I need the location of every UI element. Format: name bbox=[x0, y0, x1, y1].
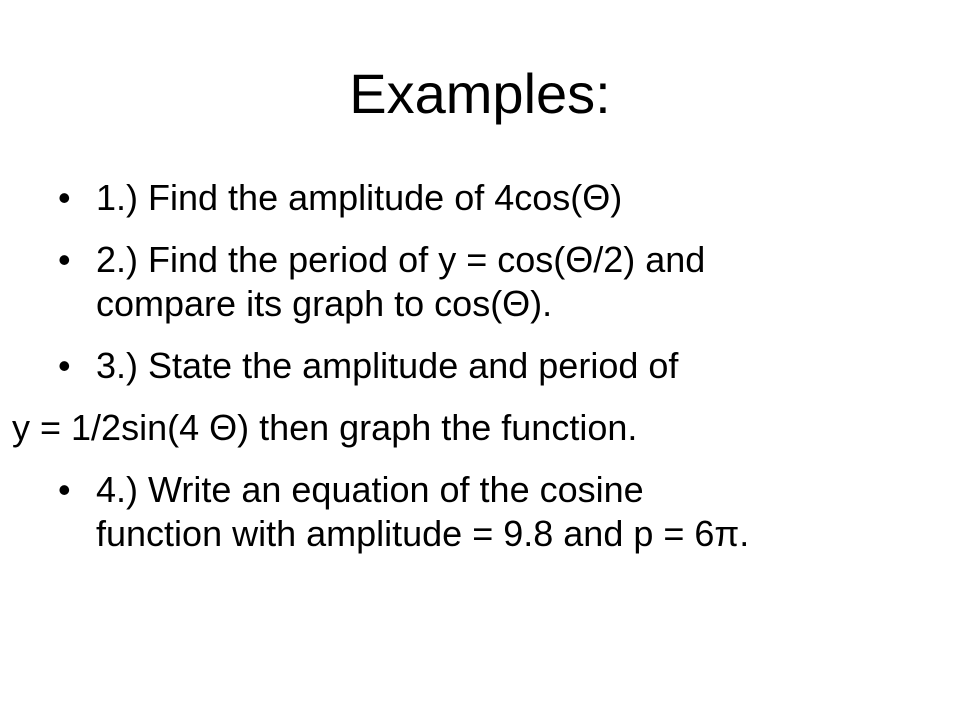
bullet-icon: • bbox=[58, 469, 71, 510]
example-item-4 bbox=[58, 468, 918, 556]
slide-title: Examples: bbox=[349, 62, 611, 125]
bullet-icon: • bbox=[58, 345, 71, 386]
example-line: compare its graph to cos(Θ). bbox=[96, 283, 553, 324]
example-line: 4.) Write an equation of the cosine bbox=[96, 469, 644, 510]
example-item-1 bbox=[58, 176, 918, 220]
example-item-3 bbox=[58, 344, 918, 388]
example-line: y = 1/2sin(4 Θ) then graph the function. bbox=[12, 407, 638, 448]
bullet-icon: • bbox=[58, 239, 71, 280]
example-line: 1.) Find the amplitude of 4cos(Θ) bbox=[96, 177, 623, 218]
bullet-icon: • bbox=[58, 177, 71, 218]
example-line: function with amplitude = 9.8 and p = 6π. bbox=[96, 513, 750, 554]
example-line: 3.) State the amplitude and period of bbox=[96, 345, 679, 386]
example-continuation-line bbox=[12, 406, 918, 450]
slide-body bbox=[12, 176, 918, 574]
example-item-2 bbox=[58, 238, 918, 326]
example-line: 2.) Find the period of y = cos(Θ/2) and bbox=[96, 239, 706, 280]
